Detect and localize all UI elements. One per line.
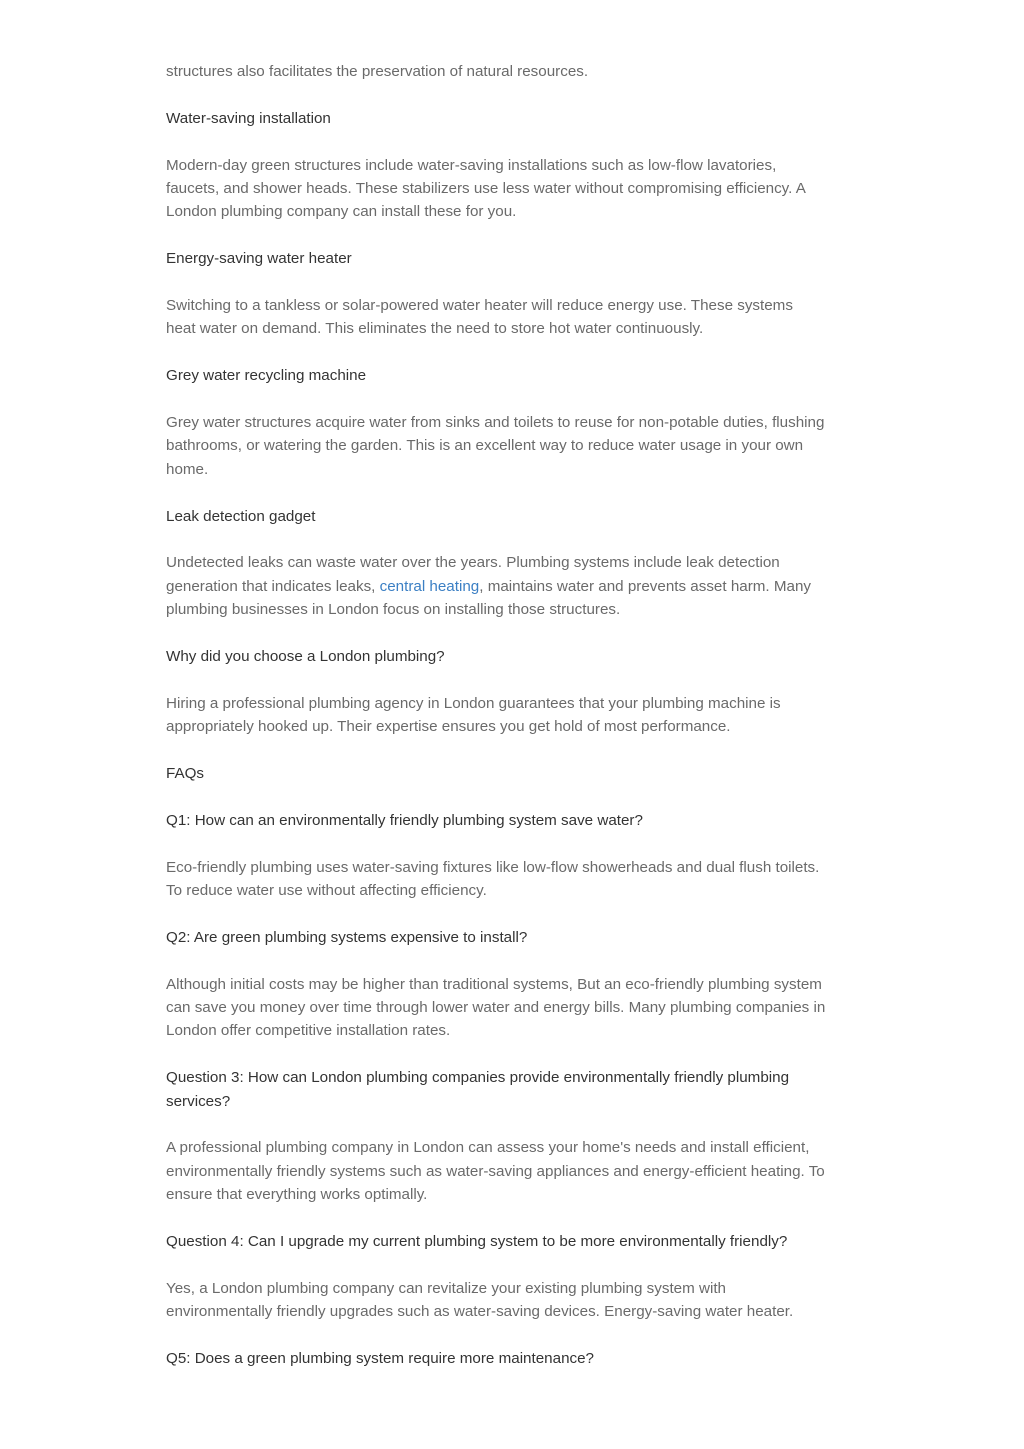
faq-question-5: Q5: Does a green plumbing system require more maintenance? [166, 1350, 595, 1368]
paragraph-water-saving-installation: Modern-day green structures include water-saving installations such as low-flow lavatories, faucets, and shower heads. These stabilizers use less water without compromising efficiency. A London plumbing company can install these for you. [166, 156, 806, 221]
central-heating-link[interactable]: central heating [379, 577, 480, 595]
faq-question-1: Q1: How can an environmentally friendly plumbing system save water? [166, 811, 643, 829]
faq-answer-4: Yes, a London plumbing company can revitalize your existing plumbing system with environmentally friendly upgrades such as water-saving devices. Energy-saving water heater. [166, 1279, 794, 1321]
paragraph-leak-detection [166, 551, 826, 621]
faq-answer-1: Eco-friendly plumbing uses water-saving fixtures like low-flow showerheads and dual flush toilets. To reduce water use without affecting efficiency. [166, 858, 820, 900]
faq-question-3: Question 3: How can London plumbing companies provide environmentally friendly plumbing services? [166, 1069, 790, 1110]
faq-question-2: Q2: Are green plumbing systems expensive to install? [166, 928, 528, 946]
heading-grey-water-recycling: Grey water recycling machine [166, 367, 367, 385]
faq-answer-2: Although initial costs may be higher than traditional systems, But an eco-friendly plumbing system can save you money over time through lower water and energy bills. Many plumbing companies in London offer competitive installation rates. [166, 975, 826, 1040]
paragraph-grey-water-recycling: Grey water structures acquire water from sinks and toilets to reuse for non-potable duties, flushing bathrooms, or watering the garden. This is an excellent way to reduce water usage in your own home. [166, 414, 825, 478]
heading-energy-saving-water-heater: Energy-saving water heater [166, 250, 352, 268]
paragraph-why-london-plumbing: Hiring a professional plumbing agency in London guarantees that your plumbing machine is appropriately hooked up. Their expertise ensures you get hold of most performance. [166, 694, 781, 736]
leak-detection-text-before: Undetected leaks can waste water over the years. Plumbing systems include leak detection generation that indicates leaks, [166, 554, 780, 595]
paragraph-energy-saving-water-heater: Switching to a tankless or solar-powered water heater will reduce energy use. These systems heat water on demand. This eliminates the need to store hot water continuously. [166, 297, 793, 338]
leak-detection-text-after: , maintains water and prevents asset harm. Many plumbing businesses in London focus on installing those structures. [166, 577, 811, 619]
faq-answer-3: A professional plumbing company in London can assess your home's needs and install efficient, environmentally friendly systems such as water-saving appliances and energy-efficient heating. To ensure that everything works optimally. [166, 1139, 825, 1204]
heading-why-london-plumbing: Why did you choose a London plumbing? [166, 648, 445, 666]
article-body [166, 60, 826, 1394]
faq-question-4: Question 4: Can I upgrade my current plumbing system to be more environmentally friendly? [166, 1233, 788, 1251]
heading-leak-detection: Leak detection gadget [166, 507, 316, 525]
heading-faqs: FAQs [166, 765, 204, 783]
paragraph-intro-tail: structures also facilitates the preservation of natural resources. [166, 63, 589, 80]
heading-water-saving-installation: Water-saving installation [166, 109, 331, 127]
